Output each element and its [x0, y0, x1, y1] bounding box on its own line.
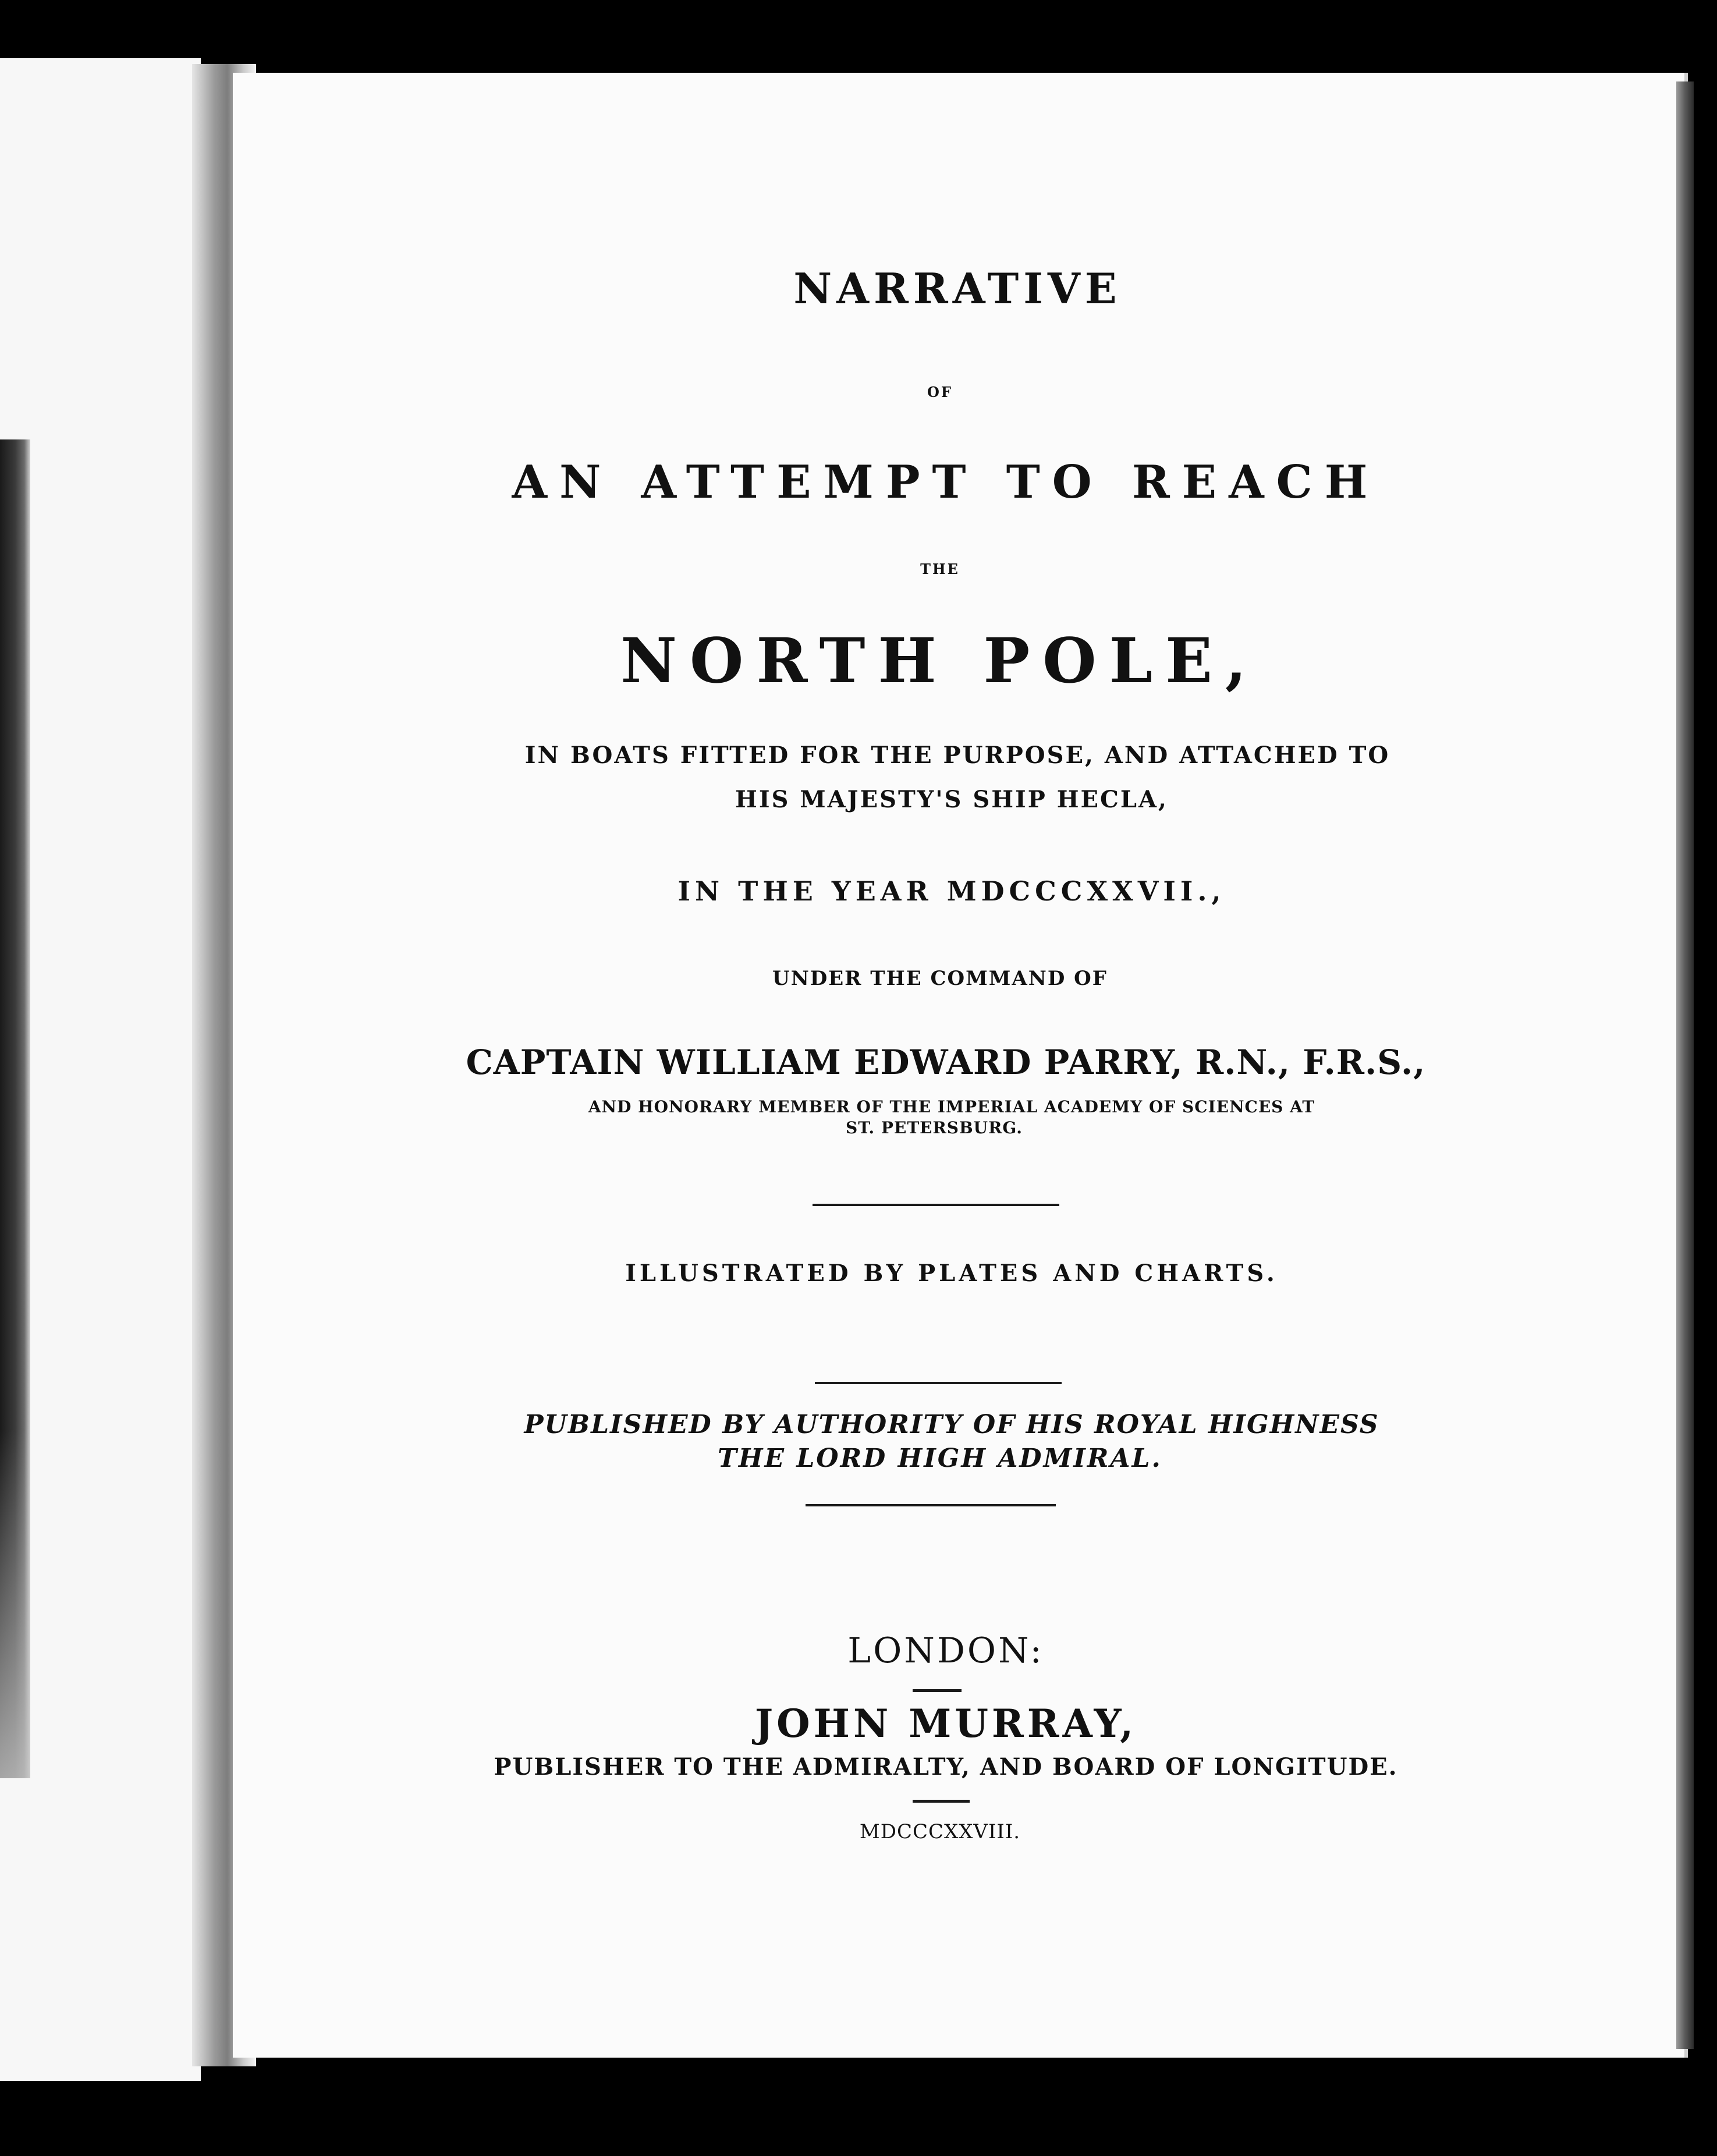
divider-rule-3 [806, 1504, 1056, 1506]
title-of: OF [927, 384, 953, 400]
imprint-city: LONDON: [847, 1630, 1044, 1671]
imprint-publisher-role: PUBLISHER TO THE ADMIRALTY, AND BOARD OF LONGITUDE. [494, 1753, 1398, 1781]
author-honorary-line-1: AND HONORARY MEMBER OF THE IMPERIAL ACADEMY OF SCIENCES AT [588, 1097, 1315, 1116]
divider-rule-5 [913, 1800, 970, 1803]
author-captain: CAPTAIN WILLIAM EDWARD PARRY, R.N., F.R.S., [466, 1042, 1426, 1082]
author-honorary-line-2: ST. PETERSBURG. [845, 1118, 1023, 1137]
imprint-year: MDCCCXXVIII. [859, 1820, 1021, 1843]
published-line-2: THE LORD HIGH ADMIRAL. [718, 1444, 1162, 1473]
title-the: THE [920, 561, 960, 577]
divider-rule-2 [815, 1382, 1062, 1384]
title-narrative: NARRATIVE [793, 264, 1122, 313]
title-attempt: AN ATTEMPT TO REACH [512, 456, 1380, 509]
subtitle-boats-line-2: HIS MAJESTY'S SHIP HECLA, [735, 786, 1168, 813]
under-command: UNDER THE COMMAND OF [772, 967, 1108, 990]
illustrated-line: ILLUSTRATED BY PLATES AND CHARTS. [625, 1260, 1278, 1287]
subtitle-boats-line-1: IN BOATS FITTED FOR THE PURPOSE, AND ATTACHED TO [524, 742, 1390, 769]
title-north-pole: NORTH POLE, [620, 624, 1260, 697]
subtitle-year: IN THE YEAR MDCCCXXVII., [677, 875, 1226, 907]
imprint-publisher: JOHN MURRAY, [754, 1701, 1137, 1746]
published-line-1: PUBLISHED BY AUTHORITY OF HIS ROYAL HIGHNESS [524, 1410, 1379, 1439]
frontispiece-plate-edge [0, 439, 30, 1778]
divider-rule-1 [813, 1204, 1059, 1206]
divider-rule-4 [913, 1689, 962, 1692]
